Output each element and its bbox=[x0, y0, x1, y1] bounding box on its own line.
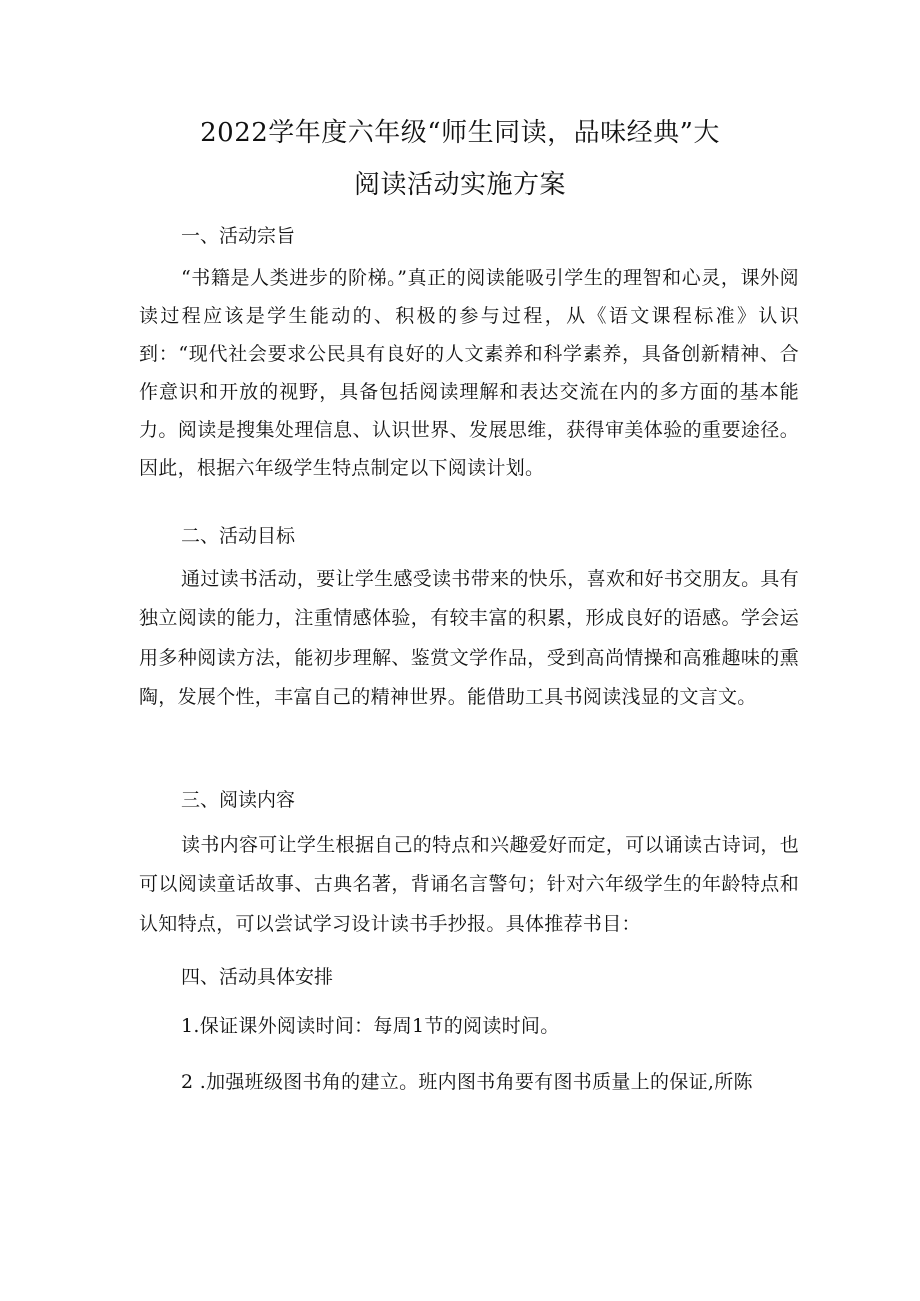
arrangement-item-2: 2 .加强班级图书角的建立。班内图书角要有图书质量上的保证,所陈 bbox=[181, 1071, 753, 1093]
arrangement-item-1: 1.保证课外阅读时间：每周1节的阅读时间。 bbox=[181, 1015, 560, 1037]
section-heading-goals: 二、活动目标 bbox=[181, 525, 296, 547]
section-heading-arrangement: 四、活动具体安排 bbox=[181, 966, 334, 988]
section-paragraph-goals: 通过读书活动，要让学生感受读书带来的快乐，喜欢和好书交朋友。具有独立阅读的能力，注重情感体验，有较丰富的积累，形成良好的语感。学会运用多种阅读方法，能初步理解、鉴赏文学作品，受到高尚情操和高雅趣味的熏陶，发展个性，丰富自己的精神世界。能借助工具书阅读浅显的文言文。 bbox=[139, 568, 799, 709]
document-title-line-2: 阅读活动实施方案 bbox=[353, 170, 566, 200]
section-paragraph-purpose: “书籍是人类进步的阶梯。”真正的阅读能吸引学生的理智和心灵，课外阅读过程应该是学生能动的、积极的参与过程，从《语文课程标准》认识到：“现代社会要求公民具有良好的人文素养和科学素养，具备创新精神、合作意识和开放的视野，具备包括阅读理解和表达交流在内的多方面的基本能力。阅读是搜集处理信息、认识世界、发展思维，获得审美体验的重要途径。因此，根据六年级学生特点制定以下阅读计划。 bbox=[139, 267, 799, 479]
section-heading-purpose: 一、活动宗旨 bbox=[181, 225, 296, 247]
section-heading-content: 三、阅读内容 bbox=[181, 789, 296, 811]
document-title-line-1: 2022学年度六年级“师生同读，品味经典”大 bbox=[200, 118, 720, 148]
section-paragraph-content: 读书内容可让学生根据自己的特点和兴趣爱好而定，可以诵读古诗词，也可以阅读童话故事、古典名著，背诵名言警句；针对六年级学生的年龄特点和认知特点，可以尝试学习设计读书手抄报。具体推荐书目： bbox=[139, 834, 799, 935]
